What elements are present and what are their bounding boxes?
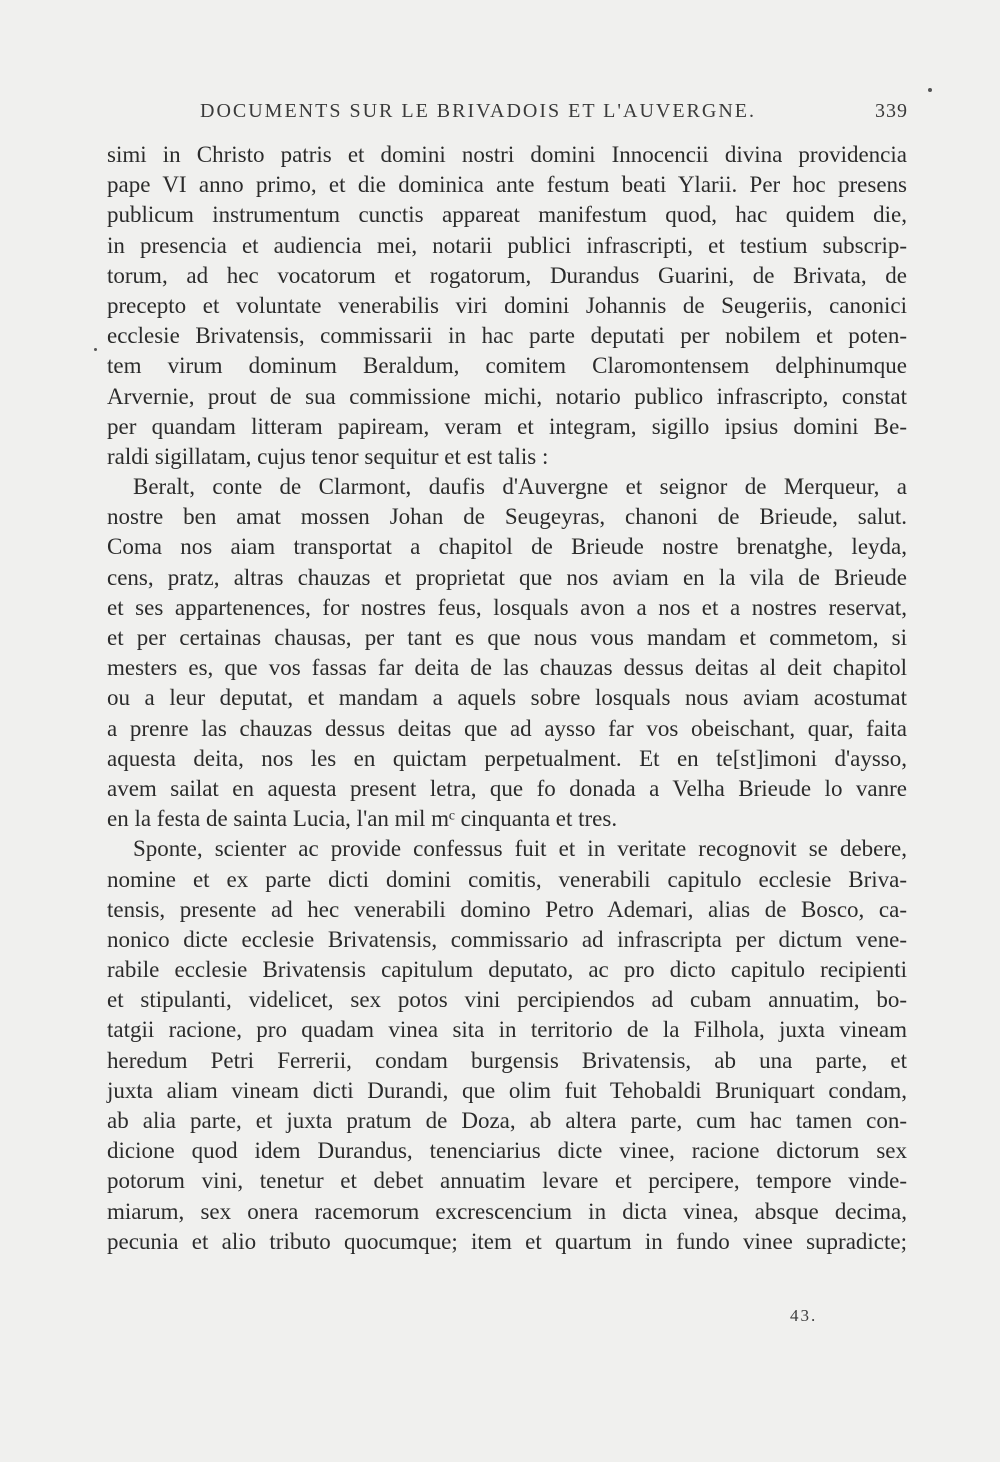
text-line: precepto et voluntate venerabilis viri domini Johannis de Seugeriis, canonici [107, 292, 907, 318]
text-line: per quandam litteram papiream, veram et integram, sigillo ipsius domini Be- [107, 413, 907, 439]
page-number: 339 [875, 100, 908, 122]
text-line: Sponte, scienter ac provide confessus fuit et in veritate recognovit se debere, [133, 836, 907, 862]
text-line: torum, ad hec vocatorum et rogatorum, Durandus Guarini, de Brivata, de [107, 262, 907, 288]
text-line: nomine et ex parte dicti domini comitis, venerabili capitulo ecclesie Briva- [107, 866, 907, 892]
text-line: et per certainas chausas, per tant es que nous vous mandam et commetom, si [107, 625, 907, 650]
text-line: en la festa de sainta Lucia, l'an mil mᶜ cinquanta et tres. [107, 806, 618, 832]
signature-mark: 43. [790, 1306, 818, 1325]
ink-speck [94, 348, 97, 351]
text-line: raldi sigillatam, cujus tenor sequitur et est talis : [107, 443, 549, 469]
text-line: miarum, sex onera racemorum excrescencium in dicta vinea, absque decima, [107, 1198, 907, 1224]
text-line: et ses appartenences, for nostres feus, losquals avon a nos et a nostres reservat, [107, 594, 907, 620]
text-line: tensis, presente ad hec venerabili domino Petro Ademari, alias de Bosco, ca- [107, 896, 907, 922]
text-line: ab alia parte, et juxta pratum de Doza, ab altera parte, cum hac tamen con- [107, 1108, 907, 1133]
text-line: pape VI anno primo, et die dominica ante festum beati Ylarii. Per hoc presens [107, 172, 907, 198]
text-line: juxta aliam vineam dicti Durandi, que olim fuit Tehobaldi Bruniquart condam, [107, 1077, 907, 1103]
text-line: et stipulanti, videlicet, sex potos vini percipiendos ad cubam annuatim, bo- [107, 987, 907, 1013]
text-line: publicum instrumentum cunctis appareat manifestum quod, hac quidem die, [107, 202, 907, 228]
text-line: aquesta deita, nos les en quictam perpetualment. Et en te[st]imoni d'aysso, [107, 745, 907, 771]
text-line: pecunia et alio tributo quocumque; item et quartum in fundo vinee supradicte; [107, 1228, 907, 1254]
text-line: mesters es, que vos fassas far deita de las chauzas dessus deitas al deit chapitol [107, 655, 907, 681]
text-line: Coma nos aiam transportat a chapitol de Brieude nostre brenatghe, leyda, [107, 534, 907, 560]
running-head [200, 100, 908, 123]
text-line: dicione quod idem Durandus, tenenciarius dicte vinee, racione dictorum sex [107, 1138, 907, 1164]
running-title: DOCUMENTS SUR LE BRIVADOIS ET L'AUVERGNE. [200, 100, 756, 122]
text-line: rabile ecclesie Brivatensis capitulum deputato, ac pro dicto capitulo recipienti [107, 957, 907, 983]
text-line: tem virum dominum Beraldum, comitem Claromontensem delphinumque [107, 353, 907, 379]
text-line: ou a leur deputat, et mandam a aquels sobre losquals nous aviam acostumat [107, 685, 907, 711]
text-line: ecclesie Brivatensis, commissarii in hac parte deputati per nobilem et poten- [107, 323, 907, 349]
body-text [107, 140, 907, 1257]
text-line: Beralt, conte de Clarmont, daufis d'Auvergne et seignor de Merqueur, a [133, 474, 907, 500]
text-line: tatgii racione, pro quadam vinea sita in territorio de la Filhola, juxta vineam [107, 1017, 907, 1043]
text-line: a prenre las chauzas dessus deitas que ad aysso far vos obeischant, quar, faita [107, 715, 907, 741]
text-line: avem sailat en aquesta present letra, que fo donada a Velha Brieude lo vanre [107, 775, 907, 801]
text-line: cens, pratz, altras chauzas et proprietat que nos aviam en la vila de Brieude [107, 564, 907, 590]
text-line: simi in Christo patris et domini nostri domini Innocencii divina providencia [107, 142, 907, 167]
text-line: potorum vini, tenetur et debet annuatim levare et percipere, tempore vinde- [107, 1168, 907, 1194]
text-line: Arvernie, prout de sua commissione michi, notario publico infrascripto, constat [107, 383, 907, 409]
text-line: in presencia et audiencia mei, notarii publici infrascripti, et testium subscrip- [107, 232, 907, 258]
text-line: nonico dicte ecclesie Brivatensis, commissario ad infrascripta per dictum vene- [107, 926, 907, 952]
ink-speck [928, 88, 932, 92]
text-line: nostre ben amat mossen Johan de Seugeyras, chanoni de Brieude, salut. [107, 504, 907, 530]
text-line: heredum Petri Ferrerii, condam burgensis Brivatensis, ab una parte, et [107, 1047, 907, 1073]
